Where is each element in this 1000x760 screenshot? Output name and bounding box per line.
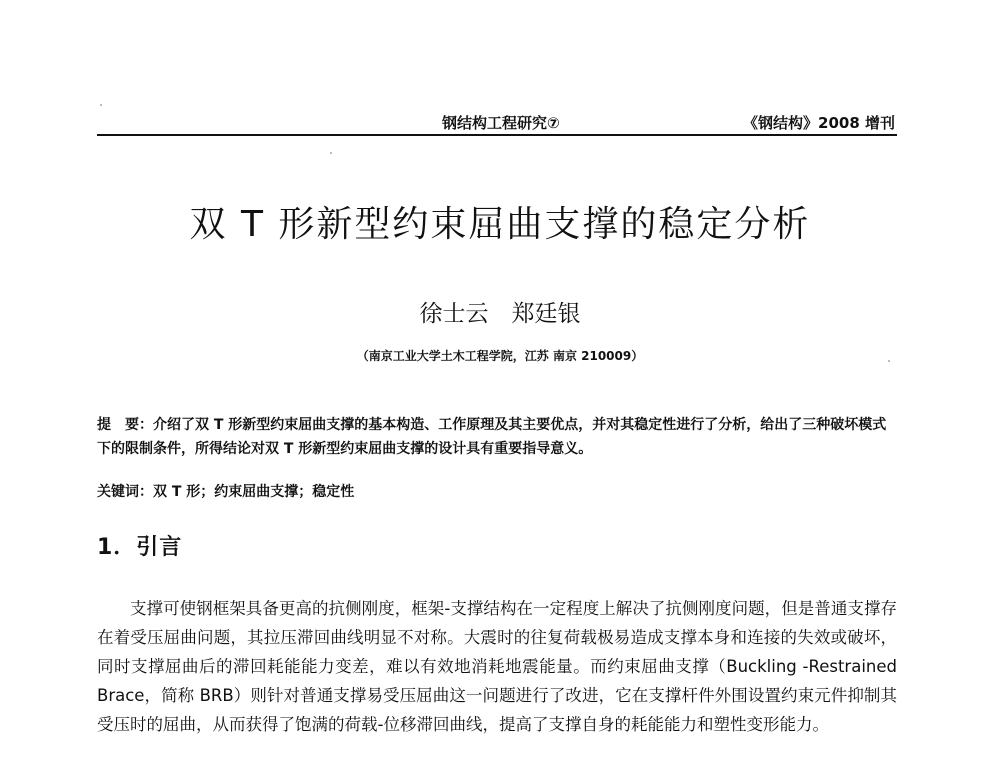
keywords — [97, 481, 897, 501]
series-label: 钢结构工程研究⑦ — [442, 114, 560, 132]
authors: 徐士云 郑廷银 — [419, 301, 581, 327]
keywords-label: 关键词： — [97, 484, 153, 500]
body-paragraph: 支撑可使钢框架具备更高的抗侧刚度，框架-支撑结构在一定程度上解决了抗侧刚度问题，但是普通支撑存在着受压屈曲问题，其拉压滞回曲线明显不对称。大震时的往复荷载极易造成支撑本身和连接的失效或破坏，同时支撑屈曲后的滞回耗能能力变差，难以有效地消耗地震能量。而约束屈曲支撑（Buckling -Restrained Brace，简称 BRB）则针对普通支撑易受压屈曲这一问题进行了改进，它在支撑杆件外围设置约束元件抑制其受压时的屈曲，从而获得了饱满的荷载-位移滞回曲线，提高了支撑自身的耗能能力和塑性变形能力。 — [97, 599, 897, 734]
affiliation: （南京工业大学土木工程学院，江苏 南京 210009） — [356, 349, 644, 363]
scan-speck — [100, 104, 102, 106]
scan-speck — [330, 152, 332, 154]
abstract — [97, 413, 897, 461]
journal-label: 《钢结构》2008 增刊 — [743, 114, 895, 132]
abstract-text: 介绍了双 T 形新型约束屈曲支撑的基本构造、工作原理及其主要优点，并对其稳定性进行了分析，给出了三种破坏模式下的限制条件，所得结论对双 T 形新型约束屈曲支撑的设计具有重要指导意义。 — [97, 417, 887, 457]
running-header — [97, 112, 897, 136]
keywords-text: 双 T 形；约束屈曲支撑；稳定性 — [153, 484, 355, 500]
paper-title: 双 T 形新型约束屈曲支撑的稳定分析 — [189, 204, 811, 245]
abstract-label: 提 要： — [97, 417, 153, 433]
section-heading: 1．引言 — [97, 535, 183, 560]
